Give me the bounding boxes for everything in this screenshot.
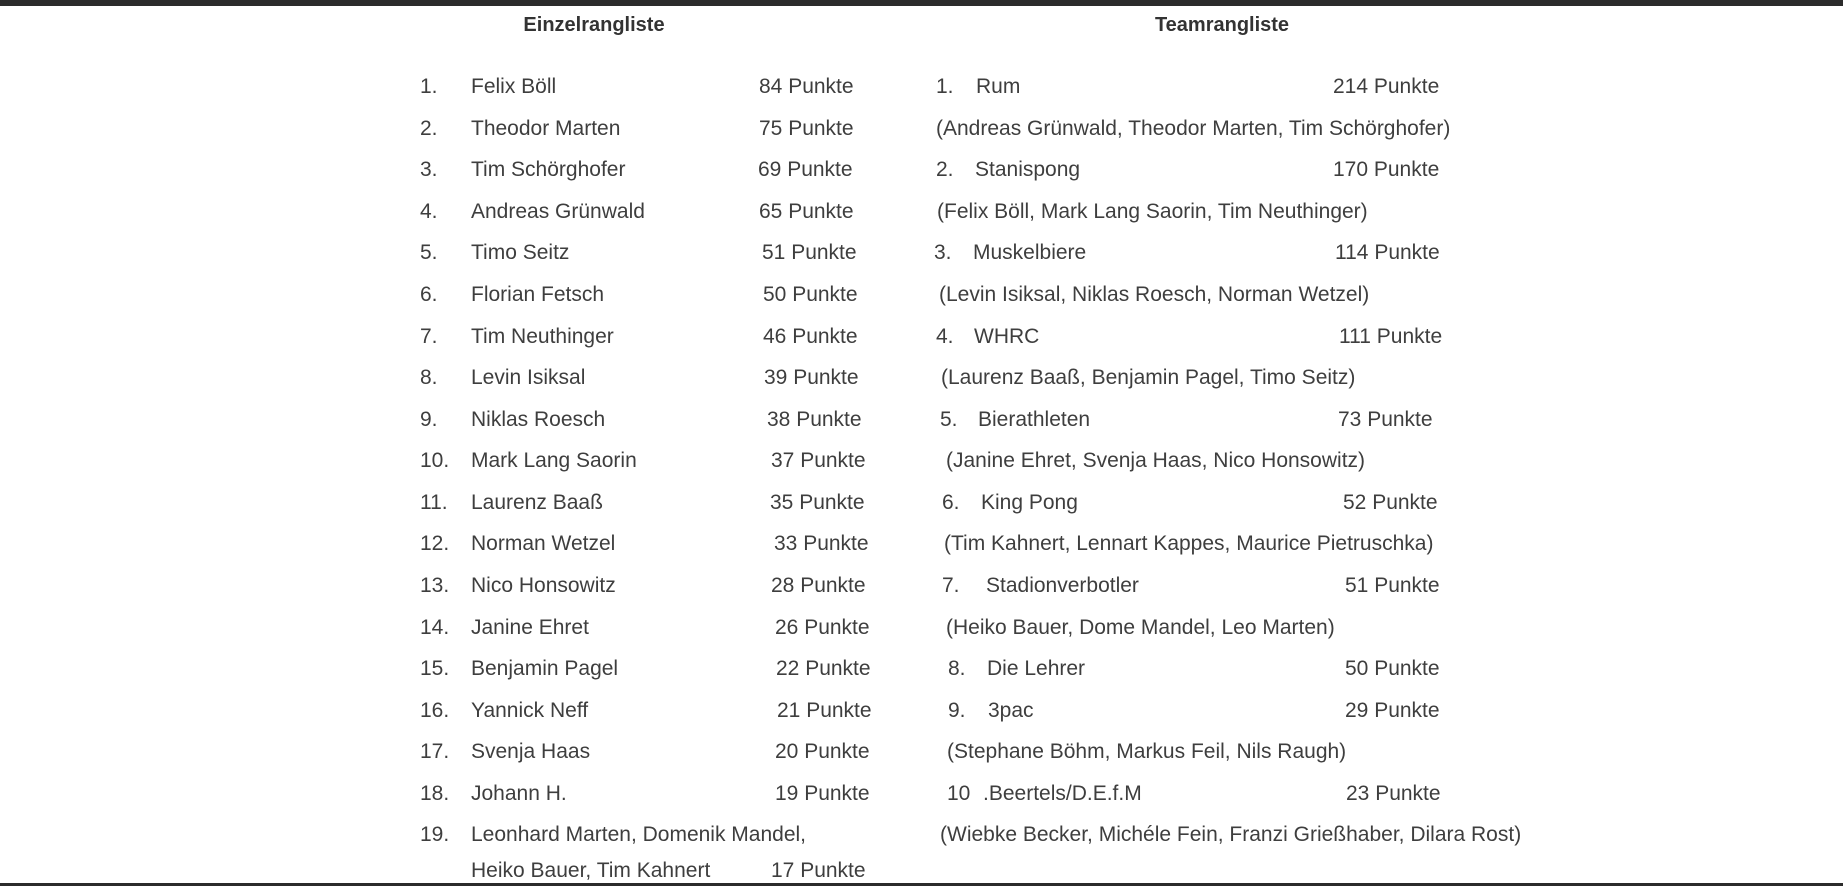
team-members: (Felix Böll, Mark Lang Saorin, Tim Neuthinger) xyxy=(937,200,1368,223)
rank-number: 1. xyxy=(420,75,438,98)
player-points: 20 Punkte xyxy=(775,740,870,763)
player-points: 84 Punkte xyxy=(759,75,854,98)
team-points: 214 Punkte xyxy=(1333,75,1440,98)
team-points: 73 Punkte xyxy=(1338,408,1433,431)
player-name: Levin Isiksal xyxy=(471,366,586,389)
team-rank-number: 5. xyxy=(940,408,958,431)
player-name: Tim Schörghofer xyxy=(471,158,626,181)
team-name: Bierathleten xyxy=(978,408,1091,431)
rank-number: 7. xyxy=(420,325,438,348)
team-points: 170 Punkte xyxy=(1333,158,1440,181)
rank-number: 13. xyxy=(420,574,450,597)
team-points: 50 Punkte xyxy=(1345,657,1440,680)
rank-number: 14. xyxy=(420,616,450,639)
team-members: (Levin Isiksal, Niklas Roesch, Norman Wetzel) xyxy=(939,283,1370,306)
player-name: Benjamin Pagel xyxy=(471,657,619,680)
player-name: Norman Wetzel xyxy=(471,532,616,555)
player-points: 28 Punkte xyxy=(771,574,866,597)
player-name: Timo Seitz xyxy=(471,241,570,264)
team-members: (Heiko Bauer, Dome Mandel, Leo Marten) xyxy=(946,616,1335,639)
team-members: (Janine Ehret, Svenja Haas, Nico Honsowitz) xyxy=(946,449,1366,472)
player-points: 26 Punkte xyxy=(775,616,870,639)
player-points: 37 Punkte xyxy=(771,449,866,472)
player-name: Nico Honsowitz xyxy=(471,574,616,597)
player-points: 39 Punkte xyxy=(764,366,859,389)
team-name: Rum xyxy=(976,75,1021,98)
team-rank-number: 9. xyxy=(948,699,966,722)
player-points: 69 Punkte xyxy=(758,158,853,181)
team-rank-number: 10 xyxy=(947,782,971,805)
player-points: 33 Punkte xyxy=(774,532,869,555)
team-rank-number: 7. xyxy=(942,574,960,597)
player-points: 46 Punkte xyxy=(763,325,858,348)
rank-number: 19. xyxy=(420,823,450,846)
team-members: (Stephane Böhm, Markus Feil, Nils Raugh) xyxy=(947,740,1347,763)
player-name: Florian Fetsch xyxy=(471,283,605,306)
rank-number: 16. xyxy=(420,699,450,722)
rank-number: 8. xyxy=(420,366,438,389)
player-name: Andreas Grünwald xyxy=(471,200,645,223)
team-name: Stadionverbotler xyxy=(986,574,1139,597)
rank-number: 6. xyxy=(420,283,438,306)
player-points: 65 Punkte xyxy=(759,200,854,223)
team-points: 114 Punkte xyxy=(1335,241,1440,264)
player-name-continued: Heiko Bauer, Tim Kahnert xyxy=(471,859,711,882)
individual-ranking-heading: Einzelrangliste xyxy=(523,14,665,36)
player-name: Yannick Neff xyxy=(471,699,589,722)
team-members: (Tim Kahnert, Lennart Kappes, Maurice Pietruschka) xyxy=(944,532,1434,555)
player-name: Johann H. xyxy=(471,782,567,805)
rank-number: 5. xyxy=(420,241,438,264)
player-points: 21 Punkte xyxy=(777,699,872,722)
player-points: 22 Punkte xyxy=(776,657,871,680)
player-name: Mark Lang Saorin xyxy=(471,449,637,472)
team-name: 3pac xyxy=(988,699,1034,722)
rank-number: 11. xyxy=(420,491,448,514)
team-points: 111 Punkte xyxy=(1339,325,1443,348)
team-ranking-heading: Teamrangliste xyxy=(1154,14,1290,36)
player-points: 51 Punkte xyxy=(762,241,857,264)
rank-number: 12. xyxy=(420,532,450,555)
player-name: Niklas Roesch xyxy=(471,408,606,431)
team-points: 51 Punkte xyxy=(1345,574,1440,597)
rank-number: 2. xyxy=(420,117,438,140)
rank-number: 17. xyxy=(420,740,450,763)
team-rank-number: 3. xyxy=(934,241,952,264)
team-name: King Pong xyxy=(981,491,1078,514)
rank-number: 15. xyxy=(420,657,450,680)
team-members: (Laurenz Baaß, Benjamin Pagel, Timo Seitz) xyxy=(941,366,1356,389)
player-name: Svenja Haas xyxy=(471,740,591,763)
player-points: 19 Punkte xyxy=(775,782,870,805)
player-points: 50 Punkte xyxy=(763,283,858,306)
team-rank-number: 8. xyxy=(948,657,966,680)
player-name: Tim Neuthinger xyxy=(471,325,614,348)
team-points: 23 Punkte xyxy=(1346,782,1441,805)
team-rank-number: 1. xyxy=(936,75,954,98)
player-name: Leonhard Marten, Domenik Mandel, xyxy=(471,823,807,846)
player-name: Felix Böll xyxy=(471,75,557,98)
team-members: (Andreas Grünwald, Theodor Marten, Tim Schörghofer) xyxy=(936,117,1451,140)
rank-number: 18. xyxy=(420,782,450,805)
top-border xyxy=(0,0,1843,6)
team-name: .Beertels/D.E.f.M xyxy=(983,782,1142,805)
player-name: Theodor Marten xyxy=(471,117,621,140)
team-name: WHRC xyxy=(974,325,1040,348)
player-points: 17 Punkte xyxy=(771,859,866,882)
player-points: 75 Punkte xyxy=(759,117,854,140)
team-name: Muskelbiere xyxy=(973,241,1087,264)
team-name: Stanispong xyxy=(975,158,1081,181)
rank-number: 10. xyxy=(420,449,450,472)
player-points: 35 Punkte xyxy=(770,491,865,514)
team-name: Die Lehrer xyxy=(987,657,1086,680)
rank-number: 9. xyxy=(420,408,438,431)
rank-number: 4. xyxy=(420,200,438,223)
player-name: Janine Ehret xyxy=(471,616,589,639)
team-rank-number: 6. xyxy=(942,491,960,514)
team-rank-number: 4. xyxy=(936,325,954,348)
team-points: 29 Punkte xyxy=(1345,699,1440,722)
player-points: 38 Punkte xyxy=(767,408,862,431)
player-name: Laurenz Baaß xyxy=(471,491,603,514)
team-members: (Wiebke Becker, Michéle Fein, Franzi Grießhaber, Dilara Rost) xyxy=(940,823,1522,846)
team-points: 52 Punkte xyxy=(1343,491,1438,514)
team-rank-number: 2. xyxy=(936,158,954,181)
rank-number: 3. xyxy=(420,158,438,181)
